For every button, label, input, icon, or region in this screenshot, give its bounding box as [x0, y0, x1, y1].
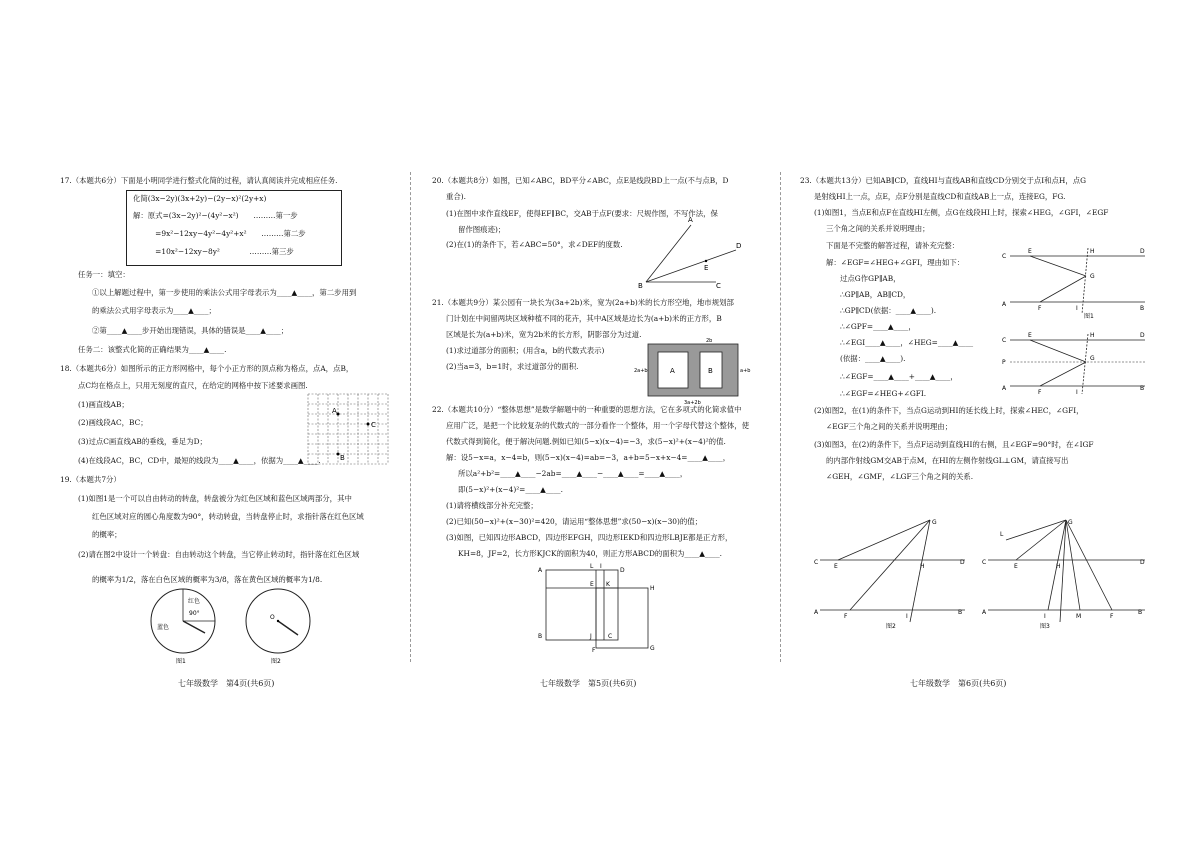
q23-p1-a: (1)如图1，当点E和点F在直线HI左侧，点G在线段HI上时，探索∠HEG，∠GFI，∠EGF — [814, 208, 1109, 217]
fig1-label-H: H — [1090, 248, 1095, 255]
q20-label-B: B — [638, 282, 643, 290]
fig2-label-F: F — [844, 613, 848, 620]
q21-label-B: B — [708, 367, 713, 375]
q22-label-I: I — [600, 563, 602, 570]
q23-line-2: 是射线HI上一点，点E，点F分别是直线CD和直线AB上一点，连接EG，FG. — [814, 192, 1066, 201]
q23-step-4: ∴GP∥CD(依据：____▲____). — [840, 306, 937, 315]
q17-box-line-3: =9x²−12xy−4y²−4y²+x² ………第二步 — [133, 229, 306, 238]
fig3-label-B: B — [1138, 609, 1143, 616]
q18-item-4: (4)在线段AC，BC，CD中，最短的线段为____▲____，依据为____▲____. — [78, 456, 321, 465]
fig1b-label-P: P — [1002, 359, 1006, 366]
q20-title-2: 重合). — [446, 192, 467, 201]
fig1-label-F: F — [1038, 305, 1042, 312]
q21-p1: (1)求过道部分的面积；(用含a，b的代数式表示) — [446, 346, 605, 355]
q23-fig2 — [810, 512, 970, 630]
q19-p1-a: (1)如图1是一个可以自由转动的转盘，转盘被分为红色区域和蓝色区域两部分，其中 — [78, 494, 352, 503]
q19-p2-a: (2)请在图2中设计一个转盘：自由转动这个转盘，当它停止转动时，指针落在红色区域 — [78, 550, 360, 559]
fig1-label-A: A — [1002, 301, 1007, 308]
page-divider-left — [410, 172, 411, 662]
fig1b-label-H: H — [1090, 332, 1095, 339]
q23-step-7: (依据：____▲____). — [840, 354, 906, 363]
q19-title: 19.（本题共7分） — [60, 475, 121, 484]
fig3-label-D: D — [1140, 559, 1145, 566]
q18-title-2: 点C均在格点上，只用无刻度的直尺，在给定的网格中按下述要求画图. — [78, 381, 308, 390]
q20-angle-figure — [636, 210, 746, 290]
q23-p3-a: (3)如图3，在(2)的条件下，当点F运动到直线HI的右侧，且∠EGF=90°时，在∠IGF — [814, 440, 1094, 449]
fig1-blue-label: 蓝色 — [157, 624, 170, 631]
fig2-label-D: D — [960, 559, 965, 566]
q23-step-1: 解：∠EGF=∠HEG+∠GFI，理由如下： — [826, 258, 965, 267]
page-divider-right — [780, 172, 781, 662]
q20-label-A: A — [688, 216, 693, 224]
q22-line-3: 代数式得到简化，便于解决问题.例如已知(5−x)(x−4)=−3，求(5−x)²+(x−4)²的值. — [446, 437, 726, 446]
fig1-caption: 图1 — [1084, 313, 1094, 320]
q17-task1-c: ②第____▲____步开始出现错误，具体的错误是____▲____； — [92, 326, 289, 335]
fig1-angle-label: 90° — [189, 610, 200, 617]
fig3-label-C: C — [982, 559, 987, 566]
fig1-label-E: E — [1028, 248, 1032, 255]
fig3-label-E: E — [1014, 563, 1018, 570]
q23-p1-c: 下面是不完整的解答过程，请补充完整： — [826, 241, 960, 250]
fig1-label-C: C — [1002, 253, 1007, 260]
q20-p1: (1)在图中求作直线EF，使得EF∥BC，交AB于点F(要求：尺规作图，不写作法，保 — [446, 209, 718, 218]
q23-p1-b: 三个角之间的关系并说明理由； — [826, 224, 930, 233]
page-5-footer: 七年级数学 第5页(共6页) — [540, 679, 637, 688]
q23-p2-a: (2)如图2，在(1)的条件下，当点G运动到HI的延长线上时，探索∠HEC，∠GFI， — [814, 406, 1084, 415]
fig1-label-B: B — [1140, 305, 1145, 312]
q21-park-figure — [634, 334, 754, 406]
fig2-caption: 图2 — [271, 658, 281, 665]
q23-p3-b: 的内部作射线GM交AB于点M，在HI的左侧作射线GL⊥GM，请直接写出 — [826, 456, 1069, 465]
q22-label-F: F — [592, 647, 596, 654]
q18-label-B: B — [340, 454, 345, 462]
q23-p3-c: ∠GEH，∠GMF，∠LGF三个角之间的关系. — [826, 472, 974, 481]
q22-p3-b: KH=8，JF=2，长方形KJCK的面积为40，则正方形ABCD的面积为____▲____. — [458, 549, 723, 558]
q22-label-E: E — [590, 581, 594, 588]
q17-task2: 任务二：该整式化简的正确结果为____▲____. — [78, 345, 227, 354]
q22-p2: (2)已知(50−x)²+(x−30)²=420，请运用“整体思想”求(50−x)(x−30)的值； — [446, 517, 703, 526]
q23-step-2: 过点G作GP∥AB， — [840, 274, 901, 283]
fig2-center-label: O — [270, 614, 275, 621]
fig2-label-C: C — [814, 559, 819, 566]
q17-title: 17.（本题共6分）下面是小明同学进行整式化简的过程，请认真阅读并完成相应任务. — [60, 176, 338, 185]
q18-title: 18.（本题共6分）如图所示的正方形网格中，每个小正方形的顶点称为格点，点A，点B， — [60, 364, 354, 373]
fig3-label-M: M — [1076, 613, 1082, 620]
fig3-label-I: I — [1044, 613, 1046, 620]
q21-line-3: 区域是长为(a+b)米，宽为2b米的长方形，阴影部分为过道. — [446, 330, 642, 339]
q23-step-6: ∴∠EGI____▲____，∠HEG=____▲____ — [840, 338, 974, 347]
q20-label-D: D — [736, 242, 742, 250]
fig2-label-A: A — [814, 609, 819, 616]
fig1b-label-G: G — [1090, 355, 1095, 362]
q22-line-5: 所以a²+b²=____▲____−2ab=____▲____−____▲____=____▲____， — [458, 469, 688, 478]
fig2-label-B: B — [958, 609, 963, 616]
q17-box-line-2: 解：原式=(3x−2y)²−(4y²−x²) ………第一步 — [133, 211, 298, 220]
q23-step-3: ∴GP∥AB，AB∥CD， — [840, 290, 911, 299]
q23-p2-b: ∠EGF三个角之间的关系并说明理由； — [826, 422, 953, 431]
q22-line-4: 解：设5−x=a，x−4=b，则(5−x)(x−4)=ab=−3，a+b=5−x+x−4=____▲____， — [446, 453, 731, 462]
q22-squares-figure — [534, 562, 660, 654]
q22-p3-a: (3)如图，已知四边形ABCD，四边形EFGH，四边形IEKD和四边形LBJE都是正方形， — [446, 533, 733, 542]
q22-label-H: H — [650, 585, 655, 592]
q17-task1-b: 的乘法公式用字母表示为____▲____； — [92, 306, 216, 315]
q19-p1-b: 红色区域对应的圆心角度数为90°，转动转盘，当转盘停止时，求指针落在红色区域 — [92, 512, 364, 521]
fig2-label-H: H — [920, 563, 925, 570]
q23-title: 23.（本题共13分）已知AB∥CD，直线HI与直线AB和直线CD分别交于点I和点H，点G — [800, 176, 1087, 185]
q18-grid-figure — [304, 390, 390, 472]
q19-spinner-fig1 — [145, 585, 225, 665]
fig2-label-I: I — [906, 613, 908, 620]
fig3-label-L: L — [1000, 531, 1004, 538]
q17-task1: 任务一：填空： — [78, 270, 130, 279]
q22-line-2: 应用广泛，是把一个比较复杂的代数式的一部分看作一个整体，用一个字母代替这个整体，使 — [446, 421, 750, 430]
q20-p1-b: 留作图痕迹)； — [458, 225, 506, 234]
q17-box-line-1: 化简(3x−2y)(3x+2y)−(2y−x)²(2y+x) — [133, 194, 267, 203]
fig1b-label-I: I — [1076, 389, 1078, 396]
page-6-footer: 七年级数学 第6页(共6页) — [910, 679, 1007, 688]
fig1b-label-C: C — [1002, 337, 1007, 344]
fig3-caption: 图3 — [1040, 623, 1050, 630]
q21-label-bottom: 3a+2b — [684, 400, 701, 406]
q22-line-6: 即(5−x)²+(x−4)²=____▲____. — [458, 485, 563, 494]
q23-fig1 — [1000, 244, 1150, 320]
q21-label-right: a+b — [740, 368, 751, 374]
q19-p1-c: 的概率； — [92, 530, 122, 539]
q21-label-A: A — [670, 367, 675, 375]
q18-label-C: C — [371, 421, 376, 429]
q22-label-K: K — [606, 581, 610, 588]
q23-fig1-auxiliary — [1000, 330, 1150, 398]
q21-label-top: 2b — [706, 338, 713, 344]
fig3-label-F: F — [1110, 613, 1114, 620]
q20-label-C: C — [716, 282, 721, 290]
q20-label-E: E — [704, 264, 709, 272]
page-4-footer: 七年级数学 第4页(共6页) — [178, 679, 275, 688]
fig1-label-D: D — [1140, 248, 1145, 255]
q23-fig3 — [980, 512, 1150, 630]
q18-item-1: (1)画直线AB； — [78, 400, 129, 409]
q17-task1-a: ①以上解题过程中，第一步使用的乘法公式用字母表示为____▲____，第二步用到 — [92, 288, 357, 297]
q17-solution-box — [126, 190, 342, 266]
fig1b-label-E: E — [1028, 332, 1032, 339]
q22-title: 22.（本题共10分）“整体思想”是数学解题中的一种重要的思想方法，它在多项式的化简求值中 — [432, 405, 742, 414]
q18-item-2: (2)画线段AC，BC； — [78, 418, 148, 427]
q23-step-9: ∴∠EGF=∠HEG+∠GFI. — [840, 389, 927, 398]
fig1b-label-F: F — [1038, 389, 1042, 396]
q22-label-C: C — [608, 633, 613, 640]
fig1-red-label: 红色 — [188, 598, 201, 605]
q19-p2-b: 的概率为1/2，落在白色区域的概率为3/8，落在黄色区域的概率为1/8. — [92, 575, 323, 584]
q22-label-D: D — [620, 567, 625, 574]
fig1b-label-D: D — [1140, 332, 1145, 339]
fig1-caption: 图1 — [176, 658, 186, 665]
fig1b-label-B: B — [1140, 385, 1145, 392]
fig1-label-I: I — [1076, 305, 1078, 312]
fig2-label-E: E — [834, 563, 838, 570]
q22-label-B: B — [538, 633, 543, 640]
q22-label-A: A — [538, 567, 543, 574]
fig2-label-G: G — [932, 519, 937, 526]
q23-step-5: ∴∠GPF=____▲____， — [840, 322, 916, 331]
q20-p2: (2)在(1)的条件下，若∠ABC=50°，求∠DEF的度数. — [446, 240, 623, 249]
q21-title: 21.（本题共9分）某公园有一块长为(3a+2b)米，宽为(2a+b)米的长方形空地，地市规划部 — [432, 298, 734, 307]
q18-label-A: A — [332, 407, 337, 415]
q22-label-G: G — [650, 645, 655, 652]
q22-label-J: J — [590, 633, 592, 640]
q18-item-3: (3)过点C画直线AB的垂线，垂足为D； — [78, 437, 207, 446]
q22-label-L: L — [590, 563, 594, 570]
q20-title: 20.（本题共8分）如图，已知∠ABC，BD平分∠ABC，点E是线段BD上一点(不与点B，D — [432, 176, 729, 185]
q21-p2: (2)当a=3，b=1时，求过道部分的面积. — [446, 362, 579, 371]
q19-spinner-fig2 — [240, 585, 320, 665]
fig3-label-G: G — [1068, 519, 1073, 526]
fig3-label-A: A — [982, 609, 987, 616]
fig1b-label-A: A — [1002, 385, 1007, 392]
q21-label-left: 2a+b — [634, 368, 648, 374]
q17-box-line-4: =10x²−12xy−8y² ………第三步 — [133, 247, 294, 256]
fig1-label-G: G — [1090, 273, 1095, 280]
fig2-caption: 图2 — [886, 623, 896, 630]
fig3-label-H: H — [1056, 563, 1061, 570]
q21-line-2: 门计划在中间留两块区域种植不同的花卉，其中A区域是边长为(a+b)米的正方形，B — [446, 314, 722, 323]
q23-step-8: ∴∠EGF=____▲____+____▲____， — [840, 372, 958, 381]
q22-p1: (1)请将横线部分补充完整； — [446, 501, 538, 510]
